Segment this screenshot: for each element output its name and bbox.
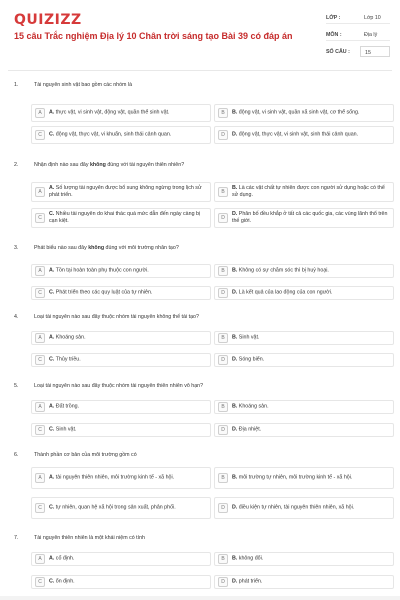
option-c[interactable] [31,353,211,367]
option-b[interactable] [214,331,394,345]
option-text [49,505,207,512]
meta-class-row [326,12,390,24]
option-letter-badge: B [218,266,228,276]
option-body: Nhiều tài nguyên do khai thác quá mức dẫn đến ngày càng bị cạn kiệt. [49,211,201,224]
option-d[interactable] [214,575,394,589]
option-body: Phát triển theo các quy luật của tự nhiên. [55,289,153,296]
option-text [232,427,390,434]
option-letter-badge: C [35,425,45,435]
option-prefix: C. [49,131,55,138]
option-c[interactable] [31,497,211,519]
option-prefix: D. [232,131,238,138]
option-letter-badge: D [218,577,228,587]
option-text [49,185,207,199]
option-b[interactable] [214,552,394,566]
option-letter-badge: D [218,213,228,223]
option-letter-badge: C [35,355,45,365]
option-text [49,132,207,139]
option-prefix: C. [49,356,55,363]
option-body: ổn định. [55,578,75,585]
option-body: Là kết quả của lao động của con người. [238,289,333,296]
option-prefix: A. [49,555,55,562]
option-b[interactable] [214,264,394,278]
option-letter-badge: C [35,503,45,513]
option-body: Sinh vật. [238,334,260,341]
question-text-emphasis: không [89,162,106,168]
option-a[interactable] [31,331,211,345]
option-text [49,556,207,563]
option-letter-badge: A [35,266,45,276]
option-body: Thủy triều. [55,356,81,363]
worksheet-header [0,0,400,72]
option-a[interactable] [31,400,211,414]
option-d[interactable] [214,286,394,300]
option-letter-badge: D [218,130,228,140]
option-text [232,290,390,297]
question-number: 5. [14,383,19,389]
option-text [49,211,207,225]
option-prefix: B. [232,474,238,481]
option-text [232,335,390,342]
option-body: môi trường tự nhiên, môi trường kinh tế - xã hội. [238,474,353,481]
option-c[interactable] [31,126,211,144]
option-body: cố định. [55,555,75,562]
option-text [232,110,390,117]
option-body: Không có sự chăm sóc thì bị huỷ hoại. [238,267,329,274]
option-prefix: B. [232,185,238,192]
option-letter-badge: C [35,213,45,223]
option-body: Phân bố đều khắp ở tất cả các quốc gia, các vùng lãnh thổ trên thế giới. [232,211,388,224]
option-body: tự nhiên, quan hệ xã hội trong sản xuất, phân phối. [55,504,176,511]
option-text [232,475,390,482]
option-letter-badge: B [218,108,228,118]
option-letter-badge: A [35,187,45,197]
header-divider [8,70,392,71]
option-prefix: D. [232,504,238,511]
option-letter-badge: D [218,288,228,298]
option-body: Là các vật chất tự nhiên được con người sử dụng hoặc có thể sử dụng. [232,185,385,198]
option-letter-badge: A [35,108,45,118]
option-b[interactable] [214,400,394,414]
question-number: 4. [14,314,19,320]
option-c[interactable] [31,286,211,300]
option-letter-badge: D [218,355,228,365]
option-c[interactable] [31,575,211,589]
option-prefix: A. [49,185,55,192]
option-prefix: D. [232,289,238,296]
option-body: Tồn tại hoàn toàn phụ thuộc con người. [55,267,149,274]
option-text [49,579,207,586]
option-prefix: C. [49,289,55,296]
option-prefix: A. [49,267,55,274]
option-letter-badge: B [218,554,228,564]
question-number: 6. [14,452,19,458]
question-number: 3. [14,245,19,251]
option-body: Số lượng tài nguyên được bổ sung không ngừng trong lịch sử phát triển. [49,185,202,198]
option-prefix: C. [49,426,55,433]
option-text [232,556,390,563]
option-letter-badge: B [218,473,228,483]
worksheet-title: 15 câu Trắc nghiệm Địa lý 10 Chân trời sáng tạo Bài 39 có đáp án [14,31,293,41]
option-prefix: D. [232,356,238,363]
class-value: Lớp 10 [364,15,381,21]
option-b[interactable] [214,182,394,202]
option-text [232,268,390,275]
option-a[interactable] [31,552,211,566]
option-letter-badge: C [35,288,45,298]
meta-count-row [326,46,390,58]
question-text [34,245,374,251]
option-body: động vật, vi sinh vật, quần xã sinh vật, cơ thể sống. [238,109,360,116]
subject-label: MÔN : [326,32,342,38]
option-text [232,404,390,411]
question-number: 1. [14,82,19,88]
option-letter-badge: B [218,402,228,412]
option-body: động vật, thực vật, vi sinh vật, sinh thái cảnh quan. [238,131,359,138]
option-prefix: C. [49,504,55,511]
question-text [34,162,374,168]
option-prefix: B. [232,334,238,341]
page-bottom-edge [0,596,400,600]
question-number: 2. [14,162,19,168]
option-prefix: D. [232,211,238,218]
option-letter-badge: A [35,554,45,564]
option-prefix: B. [232,267,238,274]
option-body: điều kiện tự nhiên, tài nguyên thiên nhiên, xã hội. [238,504,355,511]
question-text-part: đúng với môi trường nhân tạo? [104,245,179,251]
option-letter-badge: A [35,333,45,343]
option-text [49,335,207,342]
option-body: thực vật, vi sinh vật, động vật, quần thể sinh vật. [55,109,170,116]
option-text [232,505,390,512]
option-text [49,357,207,364]
option-body: Địa nhiệt. [238,426,262,433]
option-letter-badge: D [218,425,228,435]
option-d[interactable] [214,423,394,437]
option-text [49,268,207,275]
question-text: Tài nguyên thiên nhiên là một khái niệm có tính [34,535,146,541]
subject-value: Địa lý [364,32,378,38]
option-prefix: A. [49,109,55,116]
option-d[interactable] [214,126,394,144]
question-text: Loại tài nguyên nào sau đây thuộc nhóm tài nguyên thiên nhiên vô hạn? [34,383,204,389]
option-text [49,290,207,297]
question-text-emphasis: không [88,245,105,251]
option-a[interactable] [31,104,211,122]
option-body: Khoáng sản. [55,334,86,341]
option-prefix: B. [232,555,238,562]
option-prefix: C. [49,578,55,585]
option-prefix: B. [232,403,238,410]
question-text-part: Nhận định nào sau đây [34,162,90,168]
option-body: không đổi. [238,555,264,562]
option-text [49,404,207,411]
option-a[interactable] [31,182,211,202]
option-prefix: C. [49,211,55,218]
option-body: Sóng biển. [238,356,265,363]
option-letter-badge: A [35,473,45,483]
option-prefix: A. [49,334,55,341]
option-d[interactable] [214,497,394,519]
question-text: Thành phần cơ bản của môi trường gồm có [34,452,137,458]
quizizz-logo: QUIZIZZ [14,12,82,28]
option-body: phát triển. [238,578,263,585]
option-prefix: A. [49,474,55,481]
option-text [232,132,390,139]
option-text [49,475,207,482]
option-text [232,185,390,199]
option-text [49,110,207,117]
option-letter-badge: C [35,577,45,587]
option-text [232,211,390,225]
option-b[interactable] [214,104,394,122]
option-letter-badge: D [218,503,228,513]
option-prefix: D. [232,578,238,585]
question-text-part: đúng với tài nguyên thiên nhiên? [105,162,185,168]
option-body: động vật, thực vật, vi khuẩn, sinh thái cảnh quan. [55,131,172,138]
count-label: SỐ CÂU : [326,49,350,55]
option-d[interactable] [214,208,394,228]
option-c[interactable] [31,208,211,228]
option-letter-badge: B [218,187,228,197]
option-a[interactable] [31,264,211,278]
option-c[interactable] [31,423,211,437]
option-letter-badge: C [35,130,45,140]
meta-subject-row [326,29,390,41]
option-text [232,579,390,586]
question-text: Loại tài nguyên nào sau đây thuộc nhóm tài nguyên không thể tái tạo? [34,314,199,320]
class-label: LỚP : [326,15,341,21]
option-text [49,427,207,434]
option-letter-badge: B [218,333,228,343]
option-body: tài nguyên thiên nhiên, môi trường kinh tế - xã hội. [55,474,175,481]
question-text: Tài nguyên sinh vật bao gồm các nhóm là [34,82,133,88]
question-text-part: Phát biểu nào sau đây [34,245,89,251]
option-prefix: A. [49,403,55,410]
option-text [232,357,390,364]
option-d[interactable] [214,353,394,367]
option-b[interactable] [214,467,394,489]
option-letter-badge: A [35,402,45,412]
option-a[interactable] [31,467,211,489]
question-number: 7. [14,535,19,541]
option-prefix: D. [232,426,238,433]
option-body: Khoáng sản. [238,403,269,410]
option-body: Đất trồng. [55,403,80,410]
option-prefix: B. [232,109,238,116]
option-body: Sinh vật. [55,426,77,433]
count-value: 15 [360,46,390,57]
